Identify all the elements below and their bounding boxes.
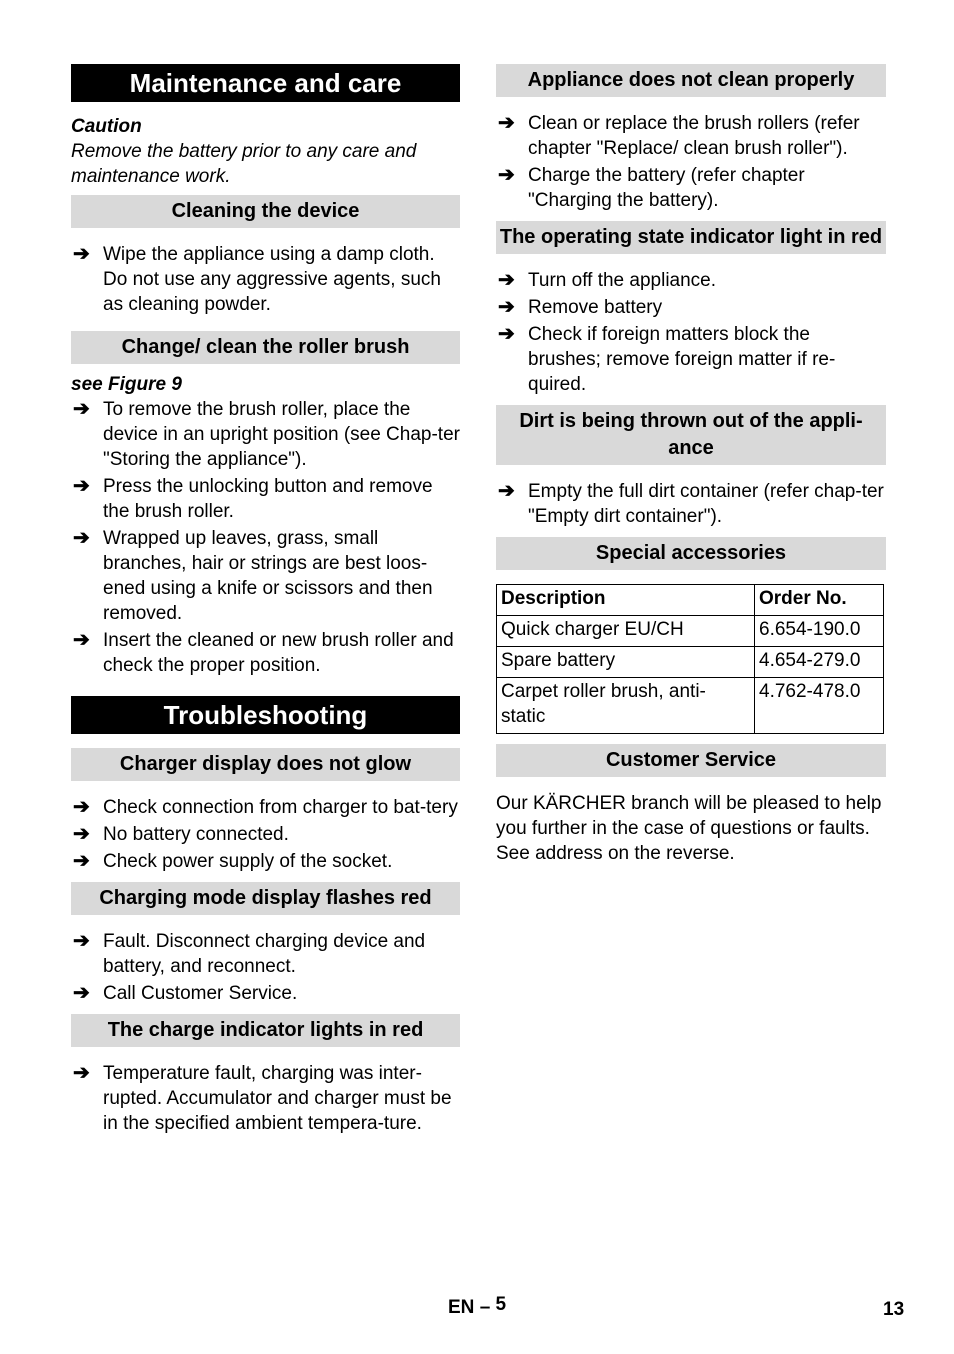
arrow-icon: ➔ xyxy=(73,930,90,952)
maintenance-heading: Maintenance and care xyxy=(71,64,460,102)
charging-flash-heading: Charging mode display flashes red xyxy=(71,882,460,915)
list-item-text: Wipe the appliance using a damp cloth. Do not use any aggressive agents, such as cleaning powder. xyxy=(103,244,441,315)
page-number: 13 xyxy=(883,1299,905,1320)
list-item xyxy=(71,929,460,979)
table-row xyxy=(497,647,884,678)
list-item xyxy=(71,526,460,626)
list-item-text: Check connection from charger to bat-tery xyxy=(103,797,458,818)
list-item-text: Press the unlocking button and remove the brush roller. xyxy=(103,476,433,522)
table-cell-description: Spare battery xyxy=(497,647,755,678)
table-cell-order-no: 6.654-190.0 xyxy=(755,616,884,647)
service-heading: Customer Service xyxy=(496,744,886,777)
list-item xyxy=(496,163,886,213)
list-item xyxy=(496,322,886,397)
list-item xyxy=(496,479,886,529)
operating-red-list xyxy=(496,268,886,397)
arrow-icon: ➔ xyxy=(73,629,90,651)
table-cell-order-no: 4.654-279.0 xyxy=(755,647,884,678)
arrow-icon: ➔ xyxy=(498,480,515,502)
arrow-icon: ➔ xyxy=(73,850,90,872)
table-header-description: Description xyxy=(497,585,755,616)
list-item-text: Check power supply of the socket. xyxy=(103,851,393,872)
arrow-icon: ➔ xyxy=(73,823,90,845)
list-item-text: Clean or replace the brush rollers (refer chapter "Replace/ clean brush roller"). xyxy=(528,113,860,159)
list-item xyxy=(71,981,460,1006)
arrow-icon: ➔ xyxy=(73,796,90,818)
list-item xyxy=(71,822,460,847)
list-item xyxy=(496,295,886,320)
list-item xyxy=(71,474,460,524)
footer-section-page: 5 xyxy=(495,1294,507,1315)
service-text: Our KÄRCHER branch will be pleased to help you further in the case of questions or faults. See address on the reverse. xyxy=(496,793,882,864)
list-item-text: Remove battery xyxy=(528,297,663,318)
arrow-icon: ➔ xyxy=(73,1062,90,1084)
figure-reference: see Figure 9 xyxy=(71,374,182,395)
list-item-text: To remove the brush roller, place the device in an upright position (see Chap-ter "Storing the appliance"). xyxy=(103,399,460,470)
list-item-text: Insert the cleaned or new brush roller and check the proper position. xyxy=(103,630,454,676)
arrow-icon: ➔ xyxy=(498,112,515,134)
operating-red-heading: The operating state indicator light in red xyxy=(496,221,886,254)
troubleshooting-heading: Troubleshooting xyxy=(71,696,460,734)
arrow-icon: ➔ xyxy=(498,269,515,291)
accessories-table xyxy=(496,584,884,734)
footer-section-label xyxy=(448,1294,507,1319)
footer-lang: EN xyxy=(448,1297,475,1318)
roller-list xyxy=(71,397,460,678)
right-column xyxy=(496,64,886,866)
roller-heading: Change/ clean the roller brush xyxy=(71,331,460,364)
dirt-list xyxy=(496,479,886,529)
list-item-text: Fault. Disconnect charging device and battery, and reconnect. xyxy=(103,931,426,977)
left-column xyxy=(71,64,460,1144)
arrow-icon: ➔ xyxy=(73,982,90,1004)
list-item xyxy=(71,242,460,317)
dirt-heading: Dirt is being thrown out of the appli-ance xyxy=(496,405,886,465)
caution-text: Remove the battery prior to any care and maintenance work. xyxy=(71,141,417,187)
arrow-icon: ➔ xyxy=(73,475,90,497)
accessories-heading: Special accessories xyxy=(496,537,886,570)
charge-red-heading: The charge indicator lights in red xyxy=(71,1014,460,1047)
list-item-text: Call Customer Service. xyxy=(103,983,298,1004)
list-item xyxy=(71,795,460,820)
table-cell-description: Quick charger EU/CH xyxy=(497,616,755,647)
charger-glow-list xyxy=(71,795,460,874)
charge-red-list xyxy=(71,1061,460,1136)
table-cell-order-no: 4.762-478.0 xyxy=(755,678,884,734)
list-item-text: Temperature fault, charging was inter-rupted. Accumulator and charger must be in the specified ambient tempera-ture. xyxy=(103,1063,452,1134)
charging-flash-list xyxy=(71,929,460,1006)
arrow-icon: ➔ xyxy=(498,323,515,345)
table-row xyxy=(497,678,884,734)
cleaning-list xyxy=(71,242,460,317)
table-header-order-no: Order No. xyxy=(755,585,884,616)
list-item xyxy=(496,268,886,293)
table-cell-description: Carpet roller brush, anti-static xyxy=(497,678,755,734)
list-item xyxy=(71,628,460,678)
arrow-icon: ➔ xyxy=(73,527,90,549)
list-item xyxy=(71,849,460,874)
list-item-text: Empty the full dirt container (refer chap-ter "Empty dirt container"). xyxy=(528,481,884,527)
not-clean-list xyxy=(496,111,886,213)
arrow-icon: ➔ xyxy=(498,164,515,186)
arrow-icon: ➔ xyxy=(498,296,515,318)
list-item-text: Turn off the appliance. xyxy=(528,270,717,291)
table-header-row xyxy=(497,585,884,616)
arrow-icon: ➔ xyxy=(73,243,90,265)
list-item xyxy=(71,1061,460,1136)
caution-label: Caution xyxy=(71,116,142,137)
list-item xyxy=(496,111,886,161)
list-item-text: Charge the battery (refer chapter "Charging the battery). xyxy=(528,165,805,211)
list-item-text: Wrapped up leaves, grass, small branches, hair or strings are best loos-ened using a knife or scissors and then removed. xyxy=(103,528,433,624)
footer-dash: – xyxy=(479,1297,491,1318)
table-row xyxy=(497,616,884,647)
arrow-icon: ➔ xyxy=(73,398,90,420)
list-item-text: No battery connected. xyxy=(103,824,289,845)
charger-glow-heading: Charger display does not glow xyxy=(71,748,460,781)
not-clean-heading: Appliance does not clean properly xyxy=(496,64,886,97)
list-item xyxy=(71,397,460,472)
list-item-text: Check if foreign matters block the brushes; remove foreign matter if re-quired. xyxy=(528,324,836,395)
cleaning-heading: Cleaning the device xyxy=(71,195,460,228)
